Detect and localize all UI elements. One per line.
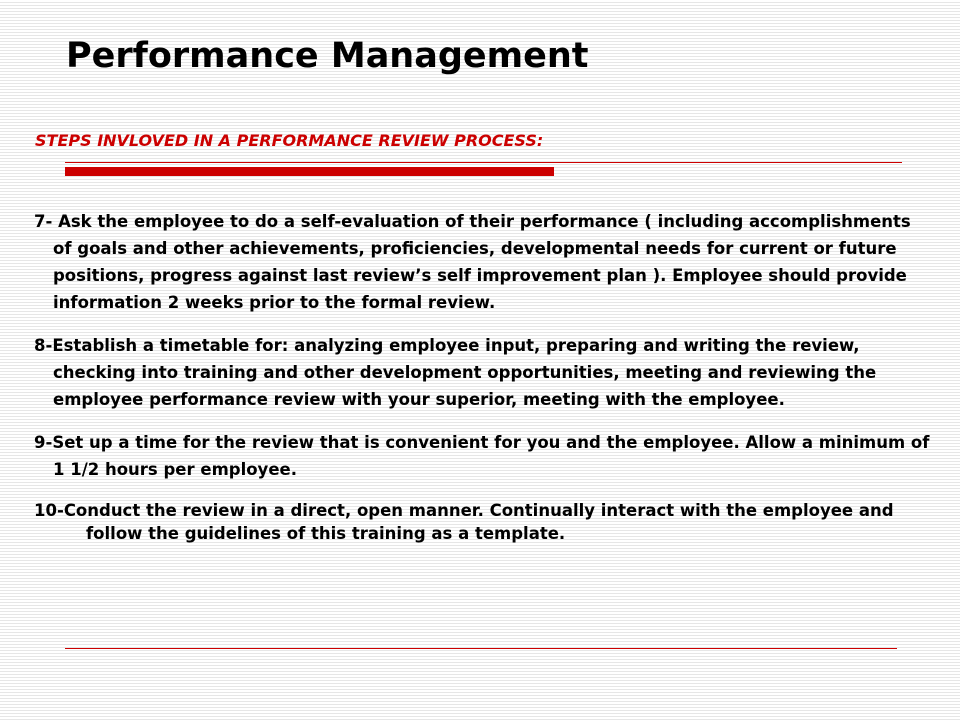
step-number: 9-	[34, 433, 53, 452]
step-item-7	[34, 208, 934, 316]
step-number: 10-	[34, 501, 64, 520]
section-subtitle: STEPS INVLOVED IN A PERFORMANCE REVIEW PROCESS:	[35, 131, 544, 150]
step-number: 7-	[34, 212, 53, 231]
divider-thin-bottom	[65, 648, 897, 649]
steps-list	[34, 208, 934, 561]
step-item-9	[34, 429, 934, 483]
divider-thick-accent	[65, 167, 554, 176]
step-item-8	[34, 332, 934, 413]
step-text: Ask the employee to do a self-evaluation of their performance ( including accomplishments of goals and other achievements, proficiencies, developmental needs for current or future positions, progress against last review’s self improvement plan ). Employee should provide information 2 weeks prior to the formal review.	[52, 212, 911, 312]
step-text: Conduct the review in a direct, open manner. Continually interact with the employee and follow the guidelines of this training as a template.	[63, 501, 894, 543]
step-item-10	[34, 499, 934, 545]
step-text: Establish a timetable for: analyzing employee input, preparing and writing the review, checking into training and other development opportunities, meeting and reviewing the employee performance review with your superior, meeting with the employee.	[52, 336, 877, 409]
slide-title: Performance Management	[66, 36, 589, 76]
step-text: Set up a time for the review that is convenient for you and the employee. Allow a minimum of 1 1/2 hours per employee.	[52, 433, 930, 479]
divider-thin-top	[65, 162, 902, 163]
step-number: 8-	[34, 336, 53, 355]
